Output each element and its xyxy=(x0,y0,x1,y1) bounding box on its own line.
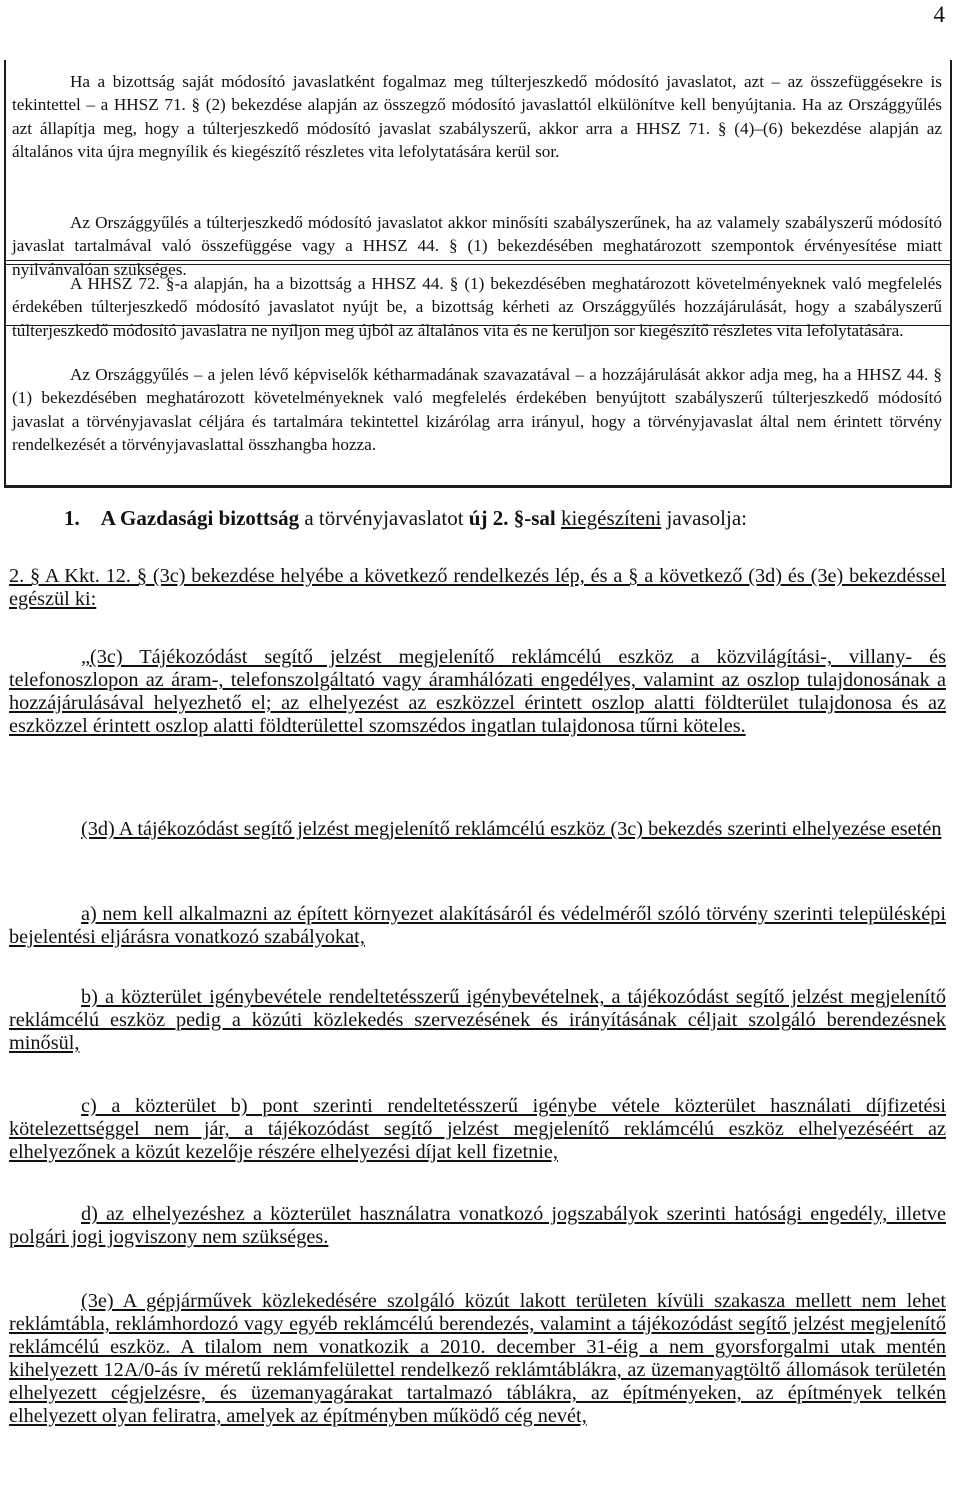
point-d: d) az elhelyezéshez a közterület használatra vonatkozó jogszabályok szerinti hatósági engedély, illetve polgári jogi jogviszony nem szükséges. xyxy=(9,1203,946,1248)
info-box xyxy=(4,60,952,488)
paragraph-3d: (3d) A tájékozódást segítő jelzést megjelenítő reklámcélú eszköz (3c) bekezdés szerinti elhelyezése esetén xyxy=(81,818,942,840)
paragraph-3c: „(3c) Tájékozódást segítő jelzést megjelenítő reklámcélú eszköz a közvilágítási-, villany- és telefonoszlopon az áram-, telefonszolgáltató vagy áramhálózati engedélyes, valamint az oszlop tulajdonosának a hozzájárulásával helyezhető el; az elhelyezést az eszközzel érintett oszlop alatti földterület tulajdonosa és az eszközzel érintett oszlop alatti földterülettel szomszédos ingatlan tulajdonosa tűrni köteles. xyxy=(9,646,946,737)
supplement-word: kiegészíteni xyxy=(560,506,662,530)
committee-name: A Gazdasági bizottság xyxy=(100,506,300,530)
paragraph-3e: (3e) A gépjárművek közlekedésére szolgáló közút lakott területen kívüli szakasza mellett nem lehet reklámtábla, reklámhordozó vagy egyéb reklámcélú berendezés, valamint a tájékozódást segítő jelzést megjelenítő reklámcélú eszköz. A tilalom nem vonatkozik a 2010. december 31-éig a nem gyorsforgalmi utak mentén kihelyezett 12A/0-ás ív méretű reklámfelülettel rendelkező reklámtáblákra, az üzemanyagtöltő állomások területén elhelyezett cégjelzésre, és üzemanyagárakat tartalmazó táblákra, az építményeken, az építmények telkén elhelyezett olyan feliratra, amelyek az építményben működő cég nevét, xyxy=(9,1290,946,1427)
point-b: b) a közterület igénybevétele rendeltetésszerű igénybevételnek, a tájékozódást segítő jelzést megjelenítő reklámcélú eszköz pedig a közúti közlekedés szervezésének és irányításának céljait szolgáló berendezésnek minősül, xyxy=(9,986,946,1054)
info-paragraph-4: Az Országgyűlés – a jelen lévő képviselők kétharmadának szavazatával – a hozzájárulását akkor adja meg, ha a HHSZ 44. § (1) bekezdésében meghatározott követelményeknek való megfelelés érdekében benyújtott szabályszerű túlterjeszkedő módosító javaslat a törvényjavaslat céljára és tartalmára tekintettel kizárólag arra irányul, hogy a törvényjavaslat által nem érintett törvény rendelkezését a törvényjavaslattal összhangba hozza. xyxy=(12,365,942,454)
point-c: c) a közterület b) pont szerinti rendeltetésszerű igénybe vétele közterület használati díjfizetési kötelezettséggel nem jár, a tájékozódást segítő jelzést megjelenítő reklámcélú eszköz elhelyezéséért az elhelyezőnek a közút kezelője részére elhelyezési díjat kell fizetnie, xyxy=(9,1095,946,1163)
proposal-heading xyxy=(64,504,747,532)
info-paragraph-1: Ha a bizottság saját módosító javaslatként fogalmaz meg túlterjeszkedő módosító javaslatot, azt – az összefüggésekre is tekintettel – a HHSZ 71. § (2) bekezdése alapján az összegző módosító javaslattól elkülönítve kell benyújtania. Ha az Országgyűlés azt állapítja meg, hogy a túlterjeszkedő módosító javaslat szabályszerű, akkor arra a HHSZ 71. § (4)–(6) bekezdése alapján az általános vita újra megnyílik és kiegészítő részletes vita lefolytatására kerül sor. xyxy=(12,72,942,161)
new-section: új 2. §-sal xyxy=(468,506,556,530)
point-a: a) nem kell alkalmazni az épített környezet alakításáról és védelméről szóló törvény szerinti településképi bejelentési eljárásra vonatkozó szabályokat, xyxy=(9,903,946,948)
proposal-number: 1. xyxy=(64,506,80,530)
page-number: 4 xyxy=(933,2,945,27)
info-paragraph-2: Az Országgyűlés a túlterjeszkedő módosító javaslatot akkor minősíti szabályszerűnek, ha az valamely szabályszerű módosító javaslat tartalmával való összefüggése vagy a HHSZ 44. § (1) bekezdésében meghatározott szempontok érvényesítése miatt nyilvánvalóan szükséges. xyxy=(12,213,942,279)
info-paragraph-3: A HHSZ 72. §-a alapján, ha a bizottság a HHSZ 44. § (1) bekezdésében meghatározott követelményeknek való megfelelés érdekében túlterjeszkedő módosító javaslatot nyújt be, a bizottság kérheti az Országgyűlés hozzájárulását, hogy a szabályszerű túlterjeszkedő módosító javaslatra ne nyíljon meg újból az általános vita és ne kerüljön sor kiegészítő részletes vita lefolytatására. xyxy=(12,274,942,340)
proposal-text: a törvényjavaslatot xyxy=(299,506,469,530)
amendment-intro: 2. § A Kkt. 12. § (3c) bekezdése helyébe a következő rendelkezés lép, és a § a következő (3d) és (3e) bekezdéssel egészül ki: xyxy=(9,565,946,610)
proposal-suffix: javasolja: xyxy=(661,506,748,530)
